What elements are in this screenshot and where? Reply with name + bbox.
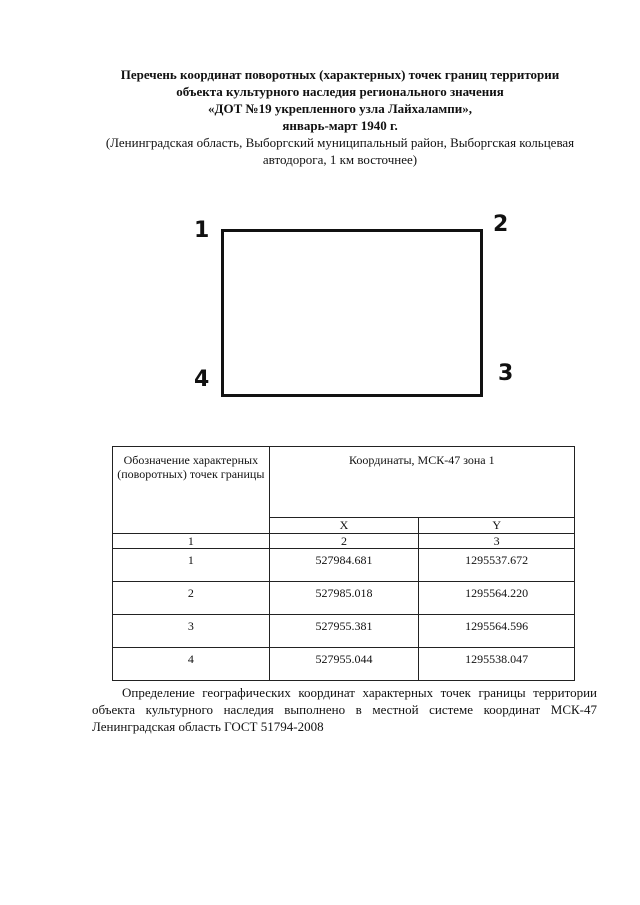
table-row	[113, 615, 575, 648]
cell-y: 1295538.047	[419, 648, 575, 681]
boundary-rectangle	[221, 229, 483, 397]
cell-y: 1295537.672	[419, 549, 575, 582]
title-line-4: январь-март 1940 г.	[282, 118, 398, 133]
location-line-2: автодорога, 1 км восточнее)	[262, 152, 418, 167]
column-number: 3	[419, 534, 575, 549]
location-line-1: (Ленинградская область, Выборгский муниципальный район, Выборгская кольцевая	[105, 135, 575, 150]
cell-y: 1295564.596	[419, 615, 575, 648]
note-text: Определение географических координат характерных точек границы территории объекта культурного наследия выполнено в местной системе координат МСК-47 Ленинградская область ГОСТ 51794-2008	[92, 685, 597, 734]
coordinates-table	[112, 446, 575, 681]
cell-point: 1	[113, 549, 270, 582]
cell-x: 527955.044	[269, 648, 419, 681]
point-label-2: 2	[493, 212, 509, 237]
document-title	[60, 66, 620, 168]
cell-x: 527985.018	[269, 582, 419, 615]
header-x: X	[269, 518, 419, 534]
header-point-label: Обозначение характерных (поворотных) точек границы	[113, 447, 270, 534]
cell-x: 527955.381	[269, 615, 419, 648]
cell-x: 527984.681	[269, 549, 419, 582]
point-label-3: 3	[498, 361, 514, 386]
boundary-diagram	[190, 210, 520, 410]
coordinate-system-note	[92, 684, 597, 735]
title-line-2: объекта культурного наследия регионального значения	[176, 84, 504, 99]
table-row	[113, 582, 575, 615]
cell-point: 4	[113, 648, 270, 681]
column-number: 2	[269, 534, 419, 549]
cell-point: 2	[113, 582, 270, 615]
cell-point: 3	[113, 615, 270, 648]
title-line-3: «ДОТ №19 укрепленного узла Лайхалампи»,	[208, 101, 472, 116]
table-row	[113, 648, 575, 681]
point-label-4: 4	[194, 367, 210, 392]
column-number: 1	[113, 534, 270, 549]
header-y: Y	[419, 518, 575, 534]
cell-y: 1295564.220	[419, 582, 575, 615]
table-row	[113, 549, 575, 582]
title-line-1: Перечень координат поворотных (характерных) точек границ территории	[120, 67, 560, 82]
header-coordinates: Координаты, МСК-47 зона 1	[269, 447, 574, 518]
point-label-1: 1	[194, 218, 210, 243]
